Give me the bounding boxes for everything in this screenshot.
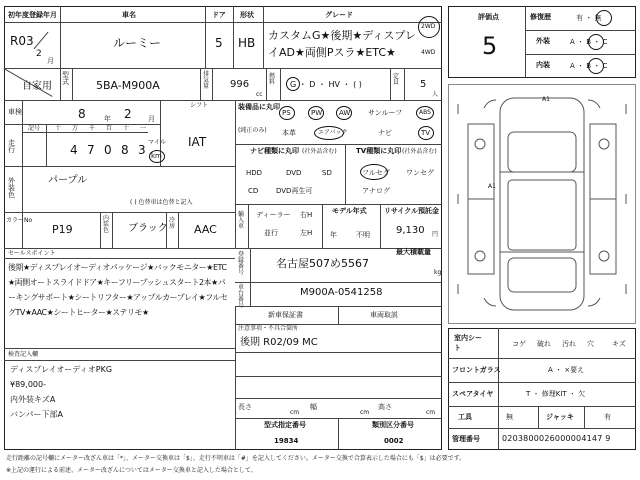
- plate-label: 登録番号: [238, 251, 245, 276]
- mileage-digit-2: 0: [104, 143, 112, 157]
- mileage-unit-3: 百: [106, 125, 113, 132]
- model-label: 型式: [62, 71, 69, 86]
- recycle-yen: 円: [432, 231, 439, 238]
- nav-sd: SD: [322, 169, 332, 177]
- equipment-label: 装備品に丸印: [238, 103, 280, 111]
- equip-navi: ナビ: [378, 129, 392, 137]
- equip-airbag: エアバック: [318, 129, 348, 136]
- front-glass-value: A ・ ×要え: [548, 366, 585, 374]
- shift-label: シフト: [190, 102, 209, 109]
- nav-dvd-play: DVD再生可: [276, 187, 313, 195]
- mileage-unit-km: km: [151, 152, 162, 160]
- spare-tire-label: スペアタイヤ: [452, 390, 494, 398]
- type-number-value: 19834: [274, 437, 299, 445]
- import-dealer: ディーラー: [256, 211, 291, 219]
- footer-line-1: 走行距離の記号欄にメーター改ざん車は「*」、メーター交換車は「$」、走行不明車は「#」を記入してください。メーター交換で合算表示した場合にも「$」は必要です。: [6, 455, 466, 462]
- interior-sheet-label: 室内シート: [454, 334, 482, 352]
- mileage-digit-0: 4: [70, 143, 78, 157]
- equip-ps: PS: [282, 109, 291, 117]
- jack-value: 有: [604, 413, 611, 421]
- dim-length-cm: cm: [290, 409, 300, 416]
- tools-value: 無: [506, 413, 513, 421]
- import-left: 左H: [300, 229, 313, 237]
- front-glass-label: フロントガラス: [452, 366, 501, 374]
- exterior-options: A ・ B ・ C: [570, 38, 608, 46]
- use-value: 自家用: [22, 81, 52, 92]
- mileage-unit-0: 十: [55, 125, 62, 132]
- warranty-label: 新車保証書: [268, 311, 303, 319]
- mileage-digit-4: 3: [138, 143, 146, 157]
- displacement-label: 排気量: [203, 71, 210, 90]
- inspector-line-0: ディスプレイオーディオPKG: [10, 365, 113, 374]
- grade-line-2: イAD★両側Pスラ★ETC★: [268, 46, 396, 59]
- color-note: ( ) 色替車は色替と記入: [130, 199, 193, 206]
- spare-tire-value: T ・ 修理KIT ・ 欠: [526, 390, 586, 398]
- interior-value: ブラック: [128, 223, 168, 234]
- tv-fullseg: フルセグ: [362, 169, 390, 177]
- grade-line-1: カスタムG★後期★ディスプレ: [268, 29, 416, 42]
- inspector-line-3: バンパー下部A: [10, 410, 63, 419]
- drive-4wd: 4WD: [421, 49, 436, 56]
- manual-label: 車両取説: [370, 311, 398, 319]
- ac-label: 冷房: [169, 217, 176, 230]
- mileage-unit-mile: マイル: [148, 139, 166, 146]
- interior-options: A ・ B ・ C: [570, 62, 608, 70]
- class-number-label: 類別区分番号: [372, 421, 414, 429]
- damage-a1-top: A1: [542, 96, 550, 103]
- sales-point-label: セールスポイント: [8, 250, 56, 257]
- sales-line-0: 後期★ディスプレイオーディオパッケージ★バックモニター★ETC: [8, 263, 227, 272]
- recycle-label: リサイクル預託金: [384, 207, 440, 215]
- chassis-value: M900A-0541258: [300, 287, 383, 298]
- mgmt-number-label: 管理番号: [452, 435, 480, 443]
- model-year-unknown: 不明: [356, 231, 370, 239]
- nav-type-label: ナビ種類に丸印: [250, 147, 299, 155]
- mileage-unit-2: 千: [89, 125, 96, 132]
- model-value: 5BA-M900A: [96, 79, 160, 92]
- import-parallel: 並行: [264, 229, 278, 237]
- sheet-item-0: コゲ: [512, 340, 526, 348]
- doors-value: 5: [215, 36, 223, 50]
- damage-a1-side: A1: [488, 183, 496, 190]
- color-no-value: P19: [52, 223, 73, 236]
- equip-aw: AW: [339, 109, 351, 117]
- nav-hdd: HDD: [246, 169, 263, 177]
- color-value: パープル: [48, 175, 88, 186]
- tv-oneseg: ワンセグ: [406, 169, 434, 177]
- inspection-label: 車検: [8, 108, 22, 116]
- interior-label: 内装色: [103, 215, 110, 234]
- shape-value: HB: [238, 36, 256, 50]
- tools-label: 工具: [458, 413, 472, 421]
- import-label: 輸入車: [238, 211, 245, 230]
- jack-label: ジャッキ: [546, 413, 574, 421]
- fuel-options: G ・ D ・ HV ・ ( ): [290, 80, 362, 89]
- shift-value: IAT: [188, 135, 207, 149]
- exterior-b-circle: [588, 34, 604, 50]
- notes-label: 注意事項・不具合箇所: [238, 325, 299, 332]
- score-value: 5: [482, 32, 498, 60]
- mileage-unit-4: 十: [123, 125, 130, 132]
- doors-label: ドア: [212, 11, 226, 19]
- inspector-line-1: ¥89,000-: [10, 380, 46, 389]
- inspection-year: 8: [78, 107, 86, 121]
- equip-sunroof: サンルーフ: [368, 109, 403, 117]
- dim-height-cm: cm: [426, 409, 436, 416]
- fuel-label: 燃料: [269, 73, 276, 86]
- inspector-line-2: 内外装キズA: [10, 395, 56, 404]
- reg-month-unit: 月: [47, 57, 54, 65]
- equip-abs: ABS: [419, 109, 431, 116]
- sales-line-3: グTV★AAC★シートヒーター★ステリモ★: [8, 308, 149, 317]
- reg-year-value: R03: [10, 34, 34, 48]
- tv-analog: アナログ: [362, 187, 390, 195]
- mileage-unit-1: 万: [72, 125, 79, 132]
- equip-tv: TV: [421, 129, 431, 137]
- shape-label: 形状: [240, 11, 254, 19]
- car-diagram-svg: [448, 84, 636, 324]
- tv-type-label: TV種類に丸印: [356, 147, 402, 155]
- dim-length-label: 長さ: [238, 403, 252, 411]
- model-year-unit: 年: [330, 231, 337, 239]
- recycle-value: 9,130: [396, 225, 425, 236]
- mileage-digit-1: 7: [87, 143, 95, 157]
- import-right: 右H: [300, 211, 313, 219]
- sheet-item-2: 汚れ: [562, 340, 576, 348]
- repair-none-circle: [596, 10, 612, 26]
- capacity-unit: 人: [432, 91, 439, 98]
- inspection-year-unit: 年: [104, 115, 111, 123]
- nav-cd: CD: [248, 187, 259, 195]
- capacity-label: 定員: [393, 73, 400, 86]
- dim-width-label: 幅: [310, 403, 317, 411]
- color-label: 外装色: [8, 177, 15, 199]
- nav-dvd: DVD: [286, 169, 302, 177]
- notes-value: 後期 R02/09 MC: [240, 337, 318, 348]
- mileage-label: 走行: [8, 139, 15, 154]
- drive-2wd: 2WD: [421, 23, 436, 30]
- grade-label: グレード: [325, 11, 353, 19]
- dim-width-cm: cm: [360, 409, 370, 416]
- reg-month-value: 2: [36, 49, 42, 59]
- dim-height-label: 高さ: [378, 403, 392, 411]
- class-number-value: 0002: [384, 437, 404, 445]
- equipment-sub: (純正のみ): [238, 127, 267, 134]
- tv-type-sub: (社外品含む): [402, 148, 437, 155]
- reg-year-label: 初年度登録年月: [8, 11, 57, 19]
- car-name-label: 車名: [122, 11, 136, 19]
- interior-grade-label: 内装: [536, 61, 550, 69]
- interior-b-circle: [588, 58, 604, 74]
- mileage-unit-5: 一: [140, 125, 147, 132]
- mileage-digit-3: 8: [121, 143, 129, 157]
- nav-type-sub: (社外品含む): [302, 148, 337, 155]
- equip-leather: 本革: [282, 129, 296, 137]
- chassis-label: 車台番号: [238, 284, 245, 309]
- mileage-heading: 記号: [28, 125, 41, 132]
- sales-line-2: ーキングサポート★シートリフター★アップルカープレイ★フルセ: [8, 293, 228, 302]
- inspection-month: 2: [124, 107, 132, 121]
- repair-options: 有 ・ 無: [576, 14, 602, 22]
- plate-value: 名古屋507め5567: [276, 257, 369, 270]
- sheet-item-4: キズ: [612, 340, 626, 348]
- exterior-label: 外装: [536, 37, 550, 45]
- model-year-label: モデル年式: [332, 207, 367, 215]
- footer-line-2: ※上記の運行による前述、メーター改ざんについてはメーター交換車と記入した場合として、: [6, 467, 257, 474]
- capacity-value: 5: [420, 79, 427, 90]
- color-no-label: カラーNo: [6, 217, 33, 224]
- cc-unit: cc: [256, 91, 263, 98]
- score-label: 評価点: [478, 13, 499, 21]
- ac-value: AAC: [194, 223, 217, 236]
- inspector-label: 検査記入欄: [8, 351, 39, 358]
- displacement-value: 996: [230, 79, 250, 90]
- sales-line-1: ★両側オートスライドドア★キーフリープッシュスタート2本★パ: [8, 278, 226, 287]
- car-name-value: ルーミー: [113, 36, 162, 50]
- mgmt-number-value: 0203800026000004147 9: [502, 434, 611, 443]
- inspection-month-unit: 月: [148, 115, 155, 123]
- max-load-kg: kg: [434, 269, 442, 276]
- equip-pw: PW: [311, 109, 323, 117]
- type-number-label: 型式指定番号: [264, 421, 306, 429]
- sheet-item-1: 破れ: [537, 340, 551, 348]
- max-load-label: 最大積載量: [396, 248, 431, 256]
- sheet-item-3: 穴: [587, 340, 594, 348]
- repair-label: 修復歴: [530, 13, 551, 21]
